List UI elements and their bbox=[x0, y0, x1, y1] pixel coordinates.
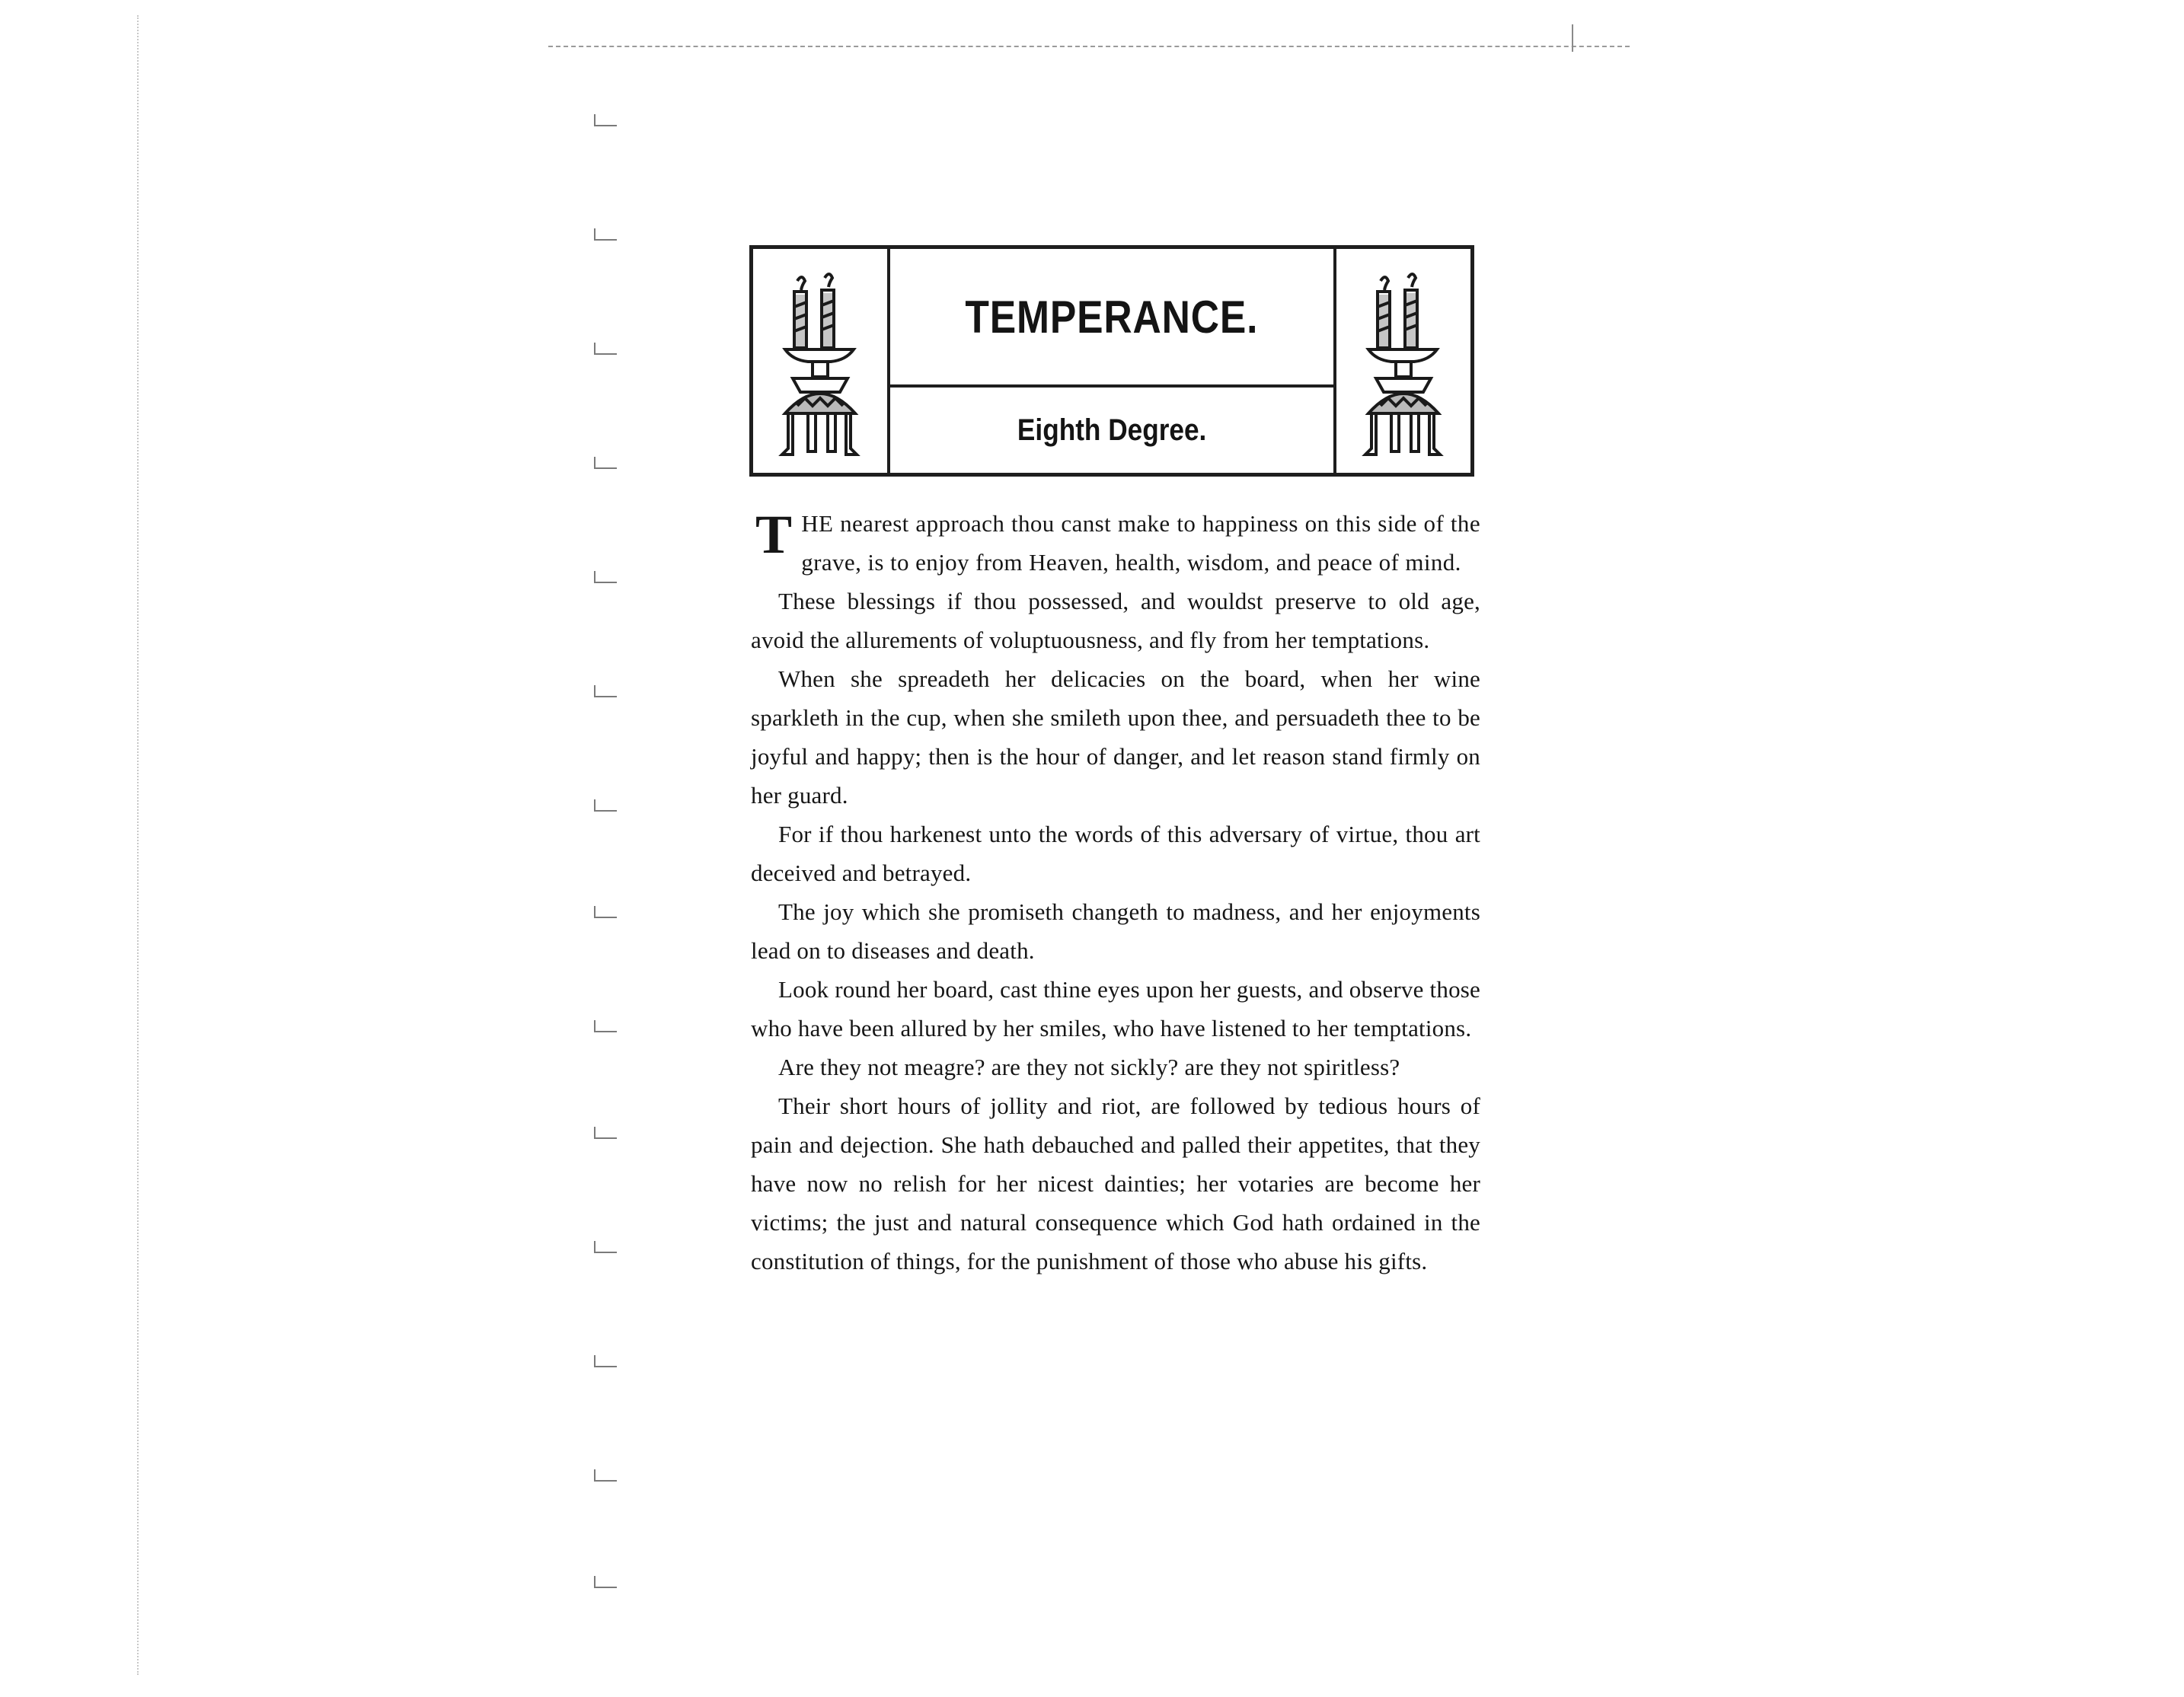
paragraph: The joy which she promiseth changeth to madness, and her enjoyments lead on to diseases and death. bbox=[751, 898, 1480, 964]
subtitle-row bbox=[890, 388, 1333, 473]
title-row bbox=[890, 249, 1333, 388]
paragraph: Their short hours of jollity and riot, are followed by tedious hours of pain and dejection. She hath debauched and palled their appetites, that they have now no relish for her nicest dainties; her votaries are become her victims; the just and natural consequence which God hath ordained in the constitution of things, for the punishment of those who abuse his gifts. bbox=[751, 1093, 1480, 1274]
body-text bbox=[751, 504, 1480, 1281]
scan-edge-specks bbox=[137, 15, 169, 1675]
header-box bbox=[749, 245, 1474, 477]
paragraph-1-text: HE nearest approach thou canst make to happiness on this side of the grave, is to enjoy from Heaven, health, wisdom, and peace of mind. bbox=[801, 510, 1480, 576]
paragraph: These blessings if thou possessed, and wouldst preserve to old age, avoid the allurements of voluptuousness, and fly from her temptations. bbox=[751, 588, 1480, 653]
page-title: TEMPERANCE. bbox=[965, 291, 1259, 343]
candelabra-icon bbox=[1358, 264, 1449, 459]
left-ornament-cell bbox=[753, 249, 890, 473]
scan-top-edge bbox=[548, 46, 1630, 47]
right-ornament-cell bbox=[1333, 249, 1470, 473]
scan-top-tick bbox=[1572, 24, 1573, 52]
paragraph: Look round her board, cast thine eyes upon her guests, and observe those who have been allured by her smiles, who have listened to her temptations. bbox=[751, 976, 1480, 1041]
title-cell bbox=[890, 249, 1333, 473]
drop-cap: T bbox=[755, 504, 793, 565]
page-subtitle: Eighth Degree. bbox=[1017, 413, 1207, 447]
paragraph-1 bbox=[751, 504, 1480, 582]
candelabra-icon bbox=[774, 264, 866, 459]
paragraph: When she spreadeth her delicacies on the board, when her wine sparkleth in the cup, when she smileth upon thee, and persuadeth thee to be joyful and happy; then is the hour of danger, and let reason stand firmly on her guard. bbox=[751, 665, 1480, 809]
binder-hole-marks bbox=[579, 61, 624, 1660]
paragraph: Are they not meagre? are they not sickly? are they not spiritless? bbox=[778, 1054, 1400, 1080]
paragraph: For if thou harkenest unto the words of this adversary of virtue, thou art deceived and betrayed. bbox=[751, 821, 1480, 886]
